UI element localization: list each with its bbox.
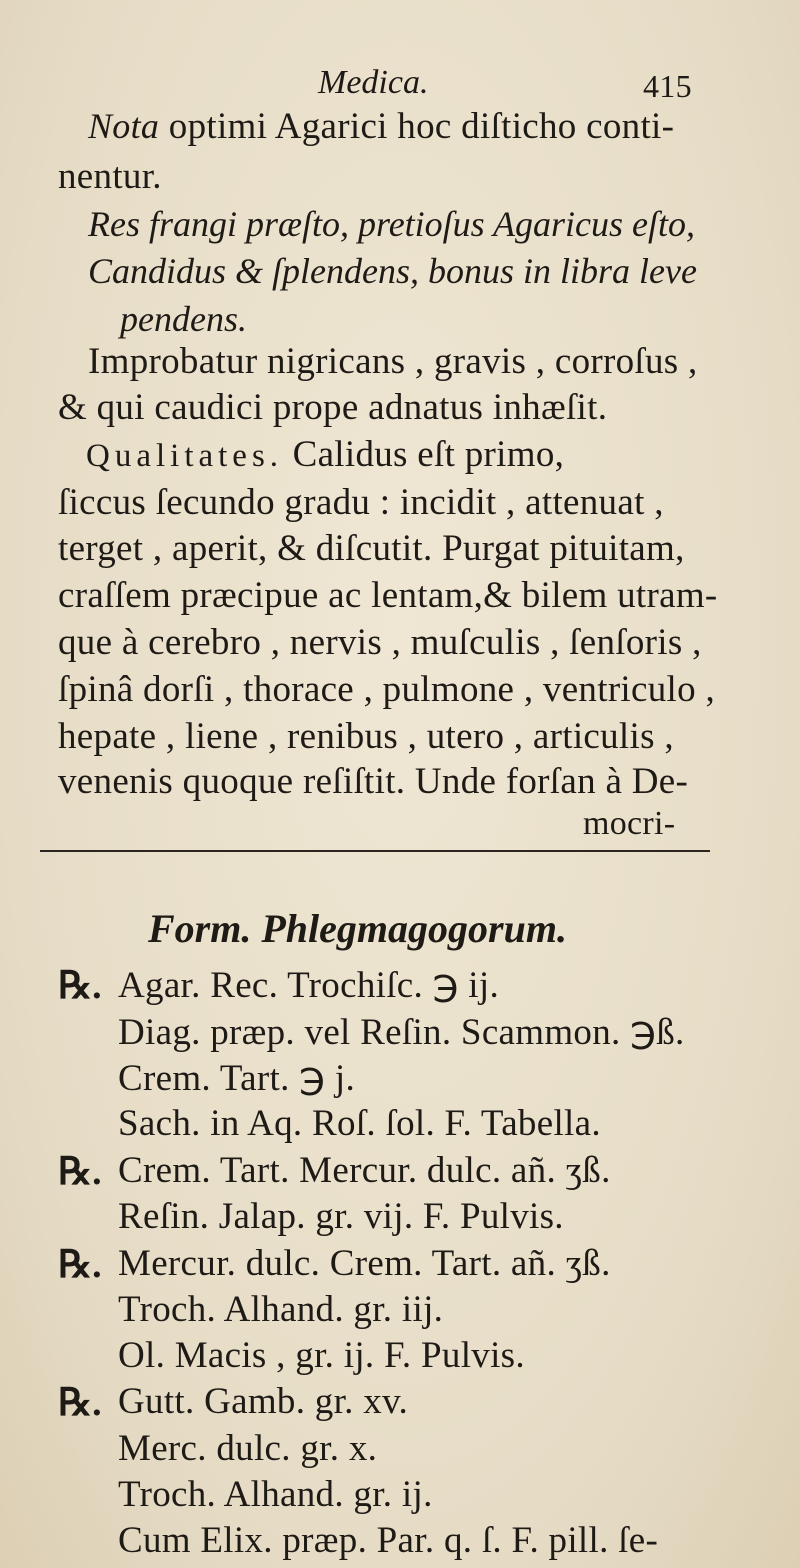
text-line-2: nentur. bbox=[58, 156, 162, 197]
page-number: 415 bbox=[643, 68, 692, 104]
recipe-line-3: Crem. Tart. ℈ j. bbox=[118, 1058, 355, 1099]
text-line-8 bbox=[86, 433, 564, 476]
text-line-6: Improbatur nigricans , gravis , corroſus , bbox=[88, 341, 698, 382]
recipe-symbol-1: ℞. bbox=[58, 965, 102, 1007]
text-line-1 bbox=[88, 105, 674, 148]
text-line-1-rest: optimi Agarici hoc diſticho conti- bbox=[159, 106, 675, 147]
recipe-symbol-3: ℞. bbox=[58, 1244, 102, 1286]
form-title: Form. Phlegmagogorum. bbox=[148, 906, 567, 951]
recipe-symbol-4: ℞. bbox=[58, 1382, 102, 1424]
text-line-8-rest: Calidus eſt primo, bbox=[283, 434, 565, 475]
recipe-line-11: Merc. dulc. gr. x. bbox=[118, 1428, 378, 1469]
text-line-9: ſiccus ſecundo gradu : incidit , attenuat , bbox=[58, 482, 664, 523]
recipe-line-13: Cum Elix. præp. Par. q. ſ. F. pill. ſe- bbox=[118, 1520, 659, 1561]
recipe-line-10: Gutt. Gamb. gr. xv. bbox=[118, 1381, 409, 1422]
text-line-10: terget , aperit, & diſcutit. Purgat pituitam, bbox=[58, 528, 685, 569]
recipe-line-1: Agar. Rec. Trochiſc. ℈ ij. bbox=[118, 965, 499, 1006]
recipe-line-5: Crem. Tart. Mercur. dulc. añ. ʒß. bbox=[118, 1150, 611, 1191]
recipe-line-8: Troch. Alhand. gr. iij. bbox=[118, 1289, 444, 1330]
recipe-line-4: Sach. in Aq. Roſ. ſol. F. Tabella. bbox=[118, 1103, 601, 1144]
text-line-11: craſſem præcipue ac lentam,& bilem utram- bbox=[58, 575, 718, 616]
section-rule bbox=[40, 850, 710, 852]
recipe-line-2: Diag. præp. vel Reſin. Scammon. ℈ß. bbox=[118, 1012, 685, 1053]
verse-line-1: Res frangi præſto, pretioſus Agaricus eſto, bbox=[88, 204, 696, 244]
recipe-symbol-2: ℞. bbox=[58, 1151, 102, 1193]
text-line-15: venenis quoque reſiſtit. Unde forſan à De- bbox=[58, 761, 689, 802]
text-line-14: hepate , liene , renibus , utero , articulis , bbox=[58, 716, 674, 757]
recipe-line-9: Ol. Macis , gr. ij. F. Pulvis. bbox=[118, 1335, 525, 1376]
recipe-line-7: Mercur. dulc. Crem. Tart. añ. ʒß. bbox=[118, 1243, 611, 1284]
recipe-line-6: Reſin. Jalap. gr. vij. F. Pulvis. bbox=[118, 1196, 564, 1237]
verse-line-3: pendens. bbox=[120, 299, 247, 339]
text-line-7: & qui caudici prope adnatus inhæſit. bbox=[58, 387, 608, 428]
qualitates-heading: Qualitates. bbox=[86, 438, 284, 474]
verse-line-2: Candidus & ſplendens, bonus in libra leve bbox=[88, 251, 697, 291]
catchword: mocri- bbox=[583, 805, 676, 842]
text-line-12: que à cerebro , nervis , muſculis , ſenſoris , bbox=[58, 622, 702, 663]
running-title: Medica. bbox=[318, 64, 429, 101]
recipe-line-12: Troch. Alhand. gr. ij. bbox=[118, 1474, 433, 1515]
nota-word: Nota bbox=[88, 106, 160, 146]
text-line-13: ſpinâ dorſi , thorace , pulmone , ventriculo , bbox=[58, 669, 716, 710]
